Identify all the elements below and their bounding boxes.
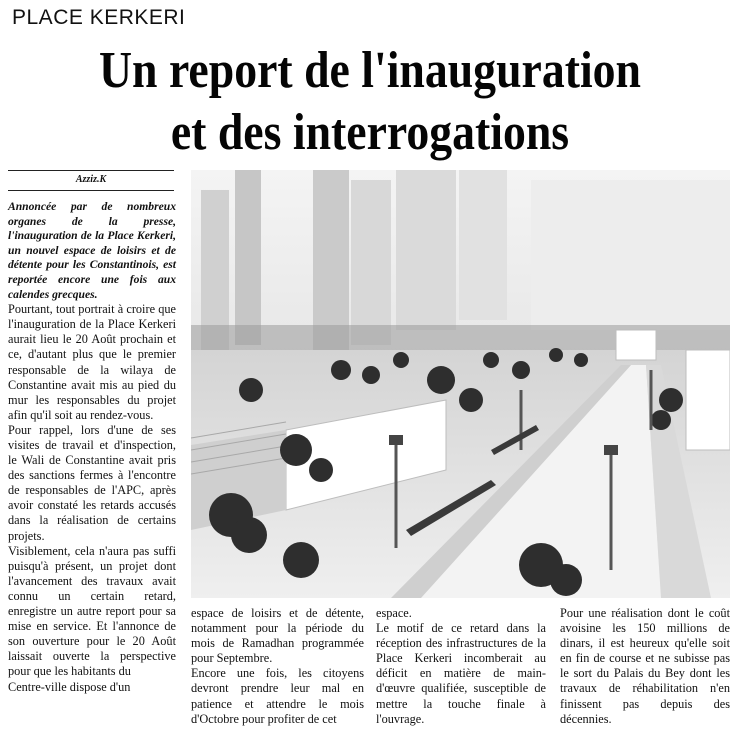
byline-rule-top <box>8 170 174 171</box>
section-label: PLACE KERKERI <box>12 6 186 29</box>
byline-rule-bottom <box>8 190 174 191</box>
body-paragraph: Encore une fois, les citoyens devront prendre leur mal en patience et attendre le mois d'Octobre pour profiter de cet <box>191 666 364 726</box>
article-column-3 <box>376 606 546 727</box>
body-paragraph: espace de loisirs et de détente, notamment pour la période du mois de Ramadhan programmée pour Septembre. <box>191 606 364 666</box>
plaza-rendering-graphic <box>191 170 730 598</box>
headline-line-2: et des interrogations <box>170 104 570 161</box>
lead-paragraph: Annoncée par de nombreux organes de la presse, l'inauguration de la Place Kerkeri, un nouvel espace de loisirs et de détente pour les Constantinois, est reportée encore une fois aux calendes grecques. <box>8 200 176 301</box>
headline-line-1: Un report de l'inauguration <box>99 42 641 99</box>
body-paragraph: Le motif de ce retard dans la réception des infrastructures de la Place Kerkeri incomberait au déficit en matière de main-d'œuvre qualifiée, susceptible de mettre la touche finale à l'ouvrage. <box>376 621 546 726</box>
headline <box>44 40 695 164</box>
body-paragraph: Visiblement, cela n'aura pas suffi puisqu'à présent, un projet dont l'avancement des travaux avait connu un certain retard, enregistre un autre report pour sa mise en service. Et l'annonce de son ouverture pour le 20 Août laissait ouverte la perspective pour que les habitants du <box>8 543 176 679</box>
body-paragraph: Pourtant, tout portrait à croire que l'inauguration de la Place Kerkeri aurait lieu le 20 Août prochain et ce, d'autant plus que le premier responsable de la wilaya de Constantine avait mis au pied du mur les responsables du projet afin qu'il soit au rendez-vous. <box>8 302 176 422</box>
article-column-1 <box>8 200 176 695</box>
byline: Azziz.K <box>75 174 107 185</box>
body-paragraph: Centre-ville dispose d'un <box>8 679 131 694</box>
place-kerkeri-rendering-image <box>191 170 730 598</box>
body-paragraph: Pour une réalisation dont le coût avoisine les 150 millions de dinars, il est heureux qu'elle soit en fin de course et ne subisse pas le sort du Palais du Bey dont les travaux de réhabilitation n'en finissent pas depuis des décennies. <box>560 606 730 726</box>
body-paragraph: Pour rappel, lors d'une de ses visites de travail et d'inspection, le Wali de Constantine avait pris des sanctions fermes à l'encontre de responsables de l'APC, après avoir constaté les retards accusés dans la réalisation de certains projets. <box>8 422 176 543</box>
article-column-2 <box>191 606 364 727</box>
body-paragraph: espace. <box>376 606 412 620</box>
article-column-4 <box>560 606 730 727</box>
